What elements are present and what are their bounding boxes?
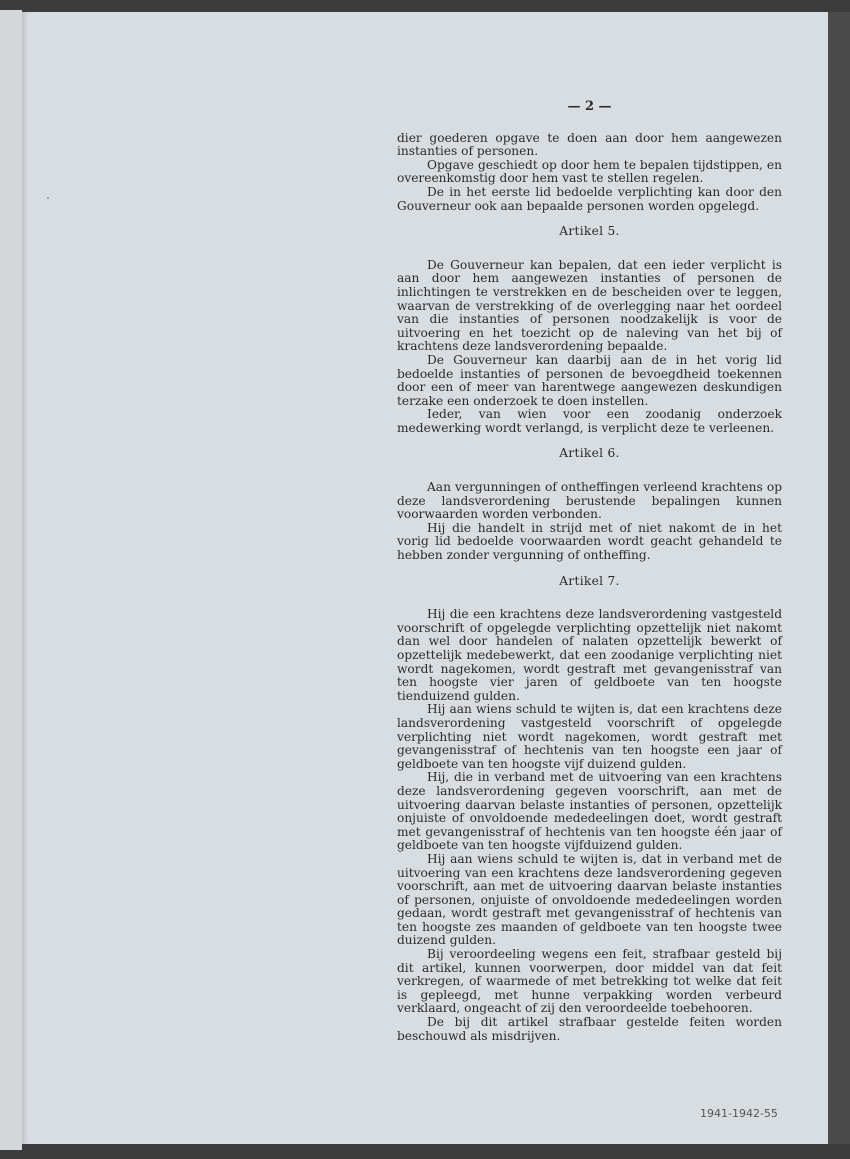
scan-background xyxy=(828,12,850,1144)
article-7-paragraph-2: Hij aan wiens schuld te wijten is, dat een krachtens deze landsverordening vastgesteld voorschrift of opgelegde verplichting niet wordt nagekomen, wordt gestraft met gevangenisstraf of hechtenis van ten hoogste een jaar of geldboete van ten hoogste vijf duizend gulden. xyxy=(397,702,782,771)
article-5-paragraph-3: Ieder, van wien voor een zoodanig onderzoek medewerking wordt verlangd, is verplicht deze te verleenen. xyxy=(397,407,782,435)
article-7-paragraph-4: Hij aan wiens schuld te wijten is, dat in verband met de uitvoering van een krachtens deze landsverordening gegeven voorschrift, aan met de uitvoering daarvan belaste instanties of personen, onjuiste of onvoldoende mededeelingen worden gedaan, wordt gestraft met gevangenisstraf of hechtenis van ten hoogste zes maanden of geldboete van ten hoogste twee duizend gulden. xyxy=(397,851,782,948)
article-6-title: Artikel 6. xyxy=(559,446,620,461)
text-column xyxy=(397,100,782,1043)
article-7-paragraph-1: Hij die een krachtens deze landsverordening vastgesteld voorschrift of opgelegde verplichting opzettelijk niet nakomt dan wel door handelen of nalaten opzettelijk bewerkt of opzettelijk medebewerkt, dat een zoodanige verplichting niet wordt nagekomen, wordt gestraft met gevangenisstraf van ten hoogste vier jaren of geldboete van ten hoogste tienduizend gulden. xyxy=(397,607,782,703)
article-7-title: Artikel 7. xyxy=(559,573,620,588)
article-7-paragraph-6: De bij dit artikel strafbaar gestelde feiten worden beschouwd als misdrijven. xyxy=(397,1015,782,1043)
intro-paragraph-1: dier goederen opgave te doen aan door hem aangewezen instanties of personen. xyxy=(397,130,782,159)
article-6-paragraph-1: Aan vergunningen of ontheffingen verleend krachtens op deze landsverordening berustende bepalingen kunnen voorwaarden worden verbonden. xyxy=(397,480,782,522)
article-5-title: Artikel 5. xyxy=(559,224,620,239)
article-5-paragraph-2: De Gouverneur kan daarbij aan de in het vorig lid bedoelde instanties of personen de bevoegdheid toekennen door een of meer van harentwege aangewezen deskundigen terzake een onderzoek te doen instellen. xyxy=(397,352,782,408)
article-7-paragraph-5: Bij veroordeeling wegens een feit, strafbaar gesteld bij dit artikel, kunnen voorwerpen, door middel van dat feit verkregen, of waarmede of met betrekking tot welke dat feit is gepleegd, met hunne verpakking worden verbeurd verklaard, ongeacht of zij den veroordeelde toebehooren. xyxy=(397,947,782,1016)
intro-paragraph-2: Opgave geschiedt op door hem te bepalen tijdstippen, en overeenkomstig door hem vast te stellen regelen. xyxy=(397,157,782,186)
article-7-paragraph-3: Hij, die in verband met de uitvoering van een krachtens deze landsverordening gegeven voorschrift, aan met de uitvoering daarvan belaste instanties of personen, opzettelijk onjuiste of onvoldoende mededeelingen doet, wordt gestraft met gevangenisstraf of hechtenis van ten hoogste één jaar of geldboete van ten hoogste vijfduizend gulden. xyxy=(397,770,782,853)
page-number: — 2 — xyxy=(567,99,612,114)
adjacent-page-edge xyxy=(0,10,22,1150)
article-6-paragraph-2: Hij die handelt in strijd met of niet nakomt de in het vorig lid bedoelde voorwaarden wordt geacht gehandeld te hebben zonder vergunning of ontheffing. xyxy=(397,520,782,563)
intro-paragraph-3: De in het eerste lid bedoelde verplichting kan door den Gouverneur ook aan bepaalde personen worden opgelegd. xyxy=(397,184,782,213)
footer-code: 1941-1942-55 xyxy=(700,1107,778,1120)
article-5-paragraph-1: De Gouverneur kan bepalen, dat een ieder verplicht is aan door hem aangewezen instanties of personen de inlichtingen te verstrekken en de bescheiden over te leggen, waarvan de verstrekking of de overlegging naar het oordeel van die instanties of personen noodzakelijk is voor de uitvoering en het toezicht op de naleving van het bij of krachtens deze landsverordening bepaalde. xyxy=(397,257,782,354)
scan-speck xyxy=(47,197,49,199)
